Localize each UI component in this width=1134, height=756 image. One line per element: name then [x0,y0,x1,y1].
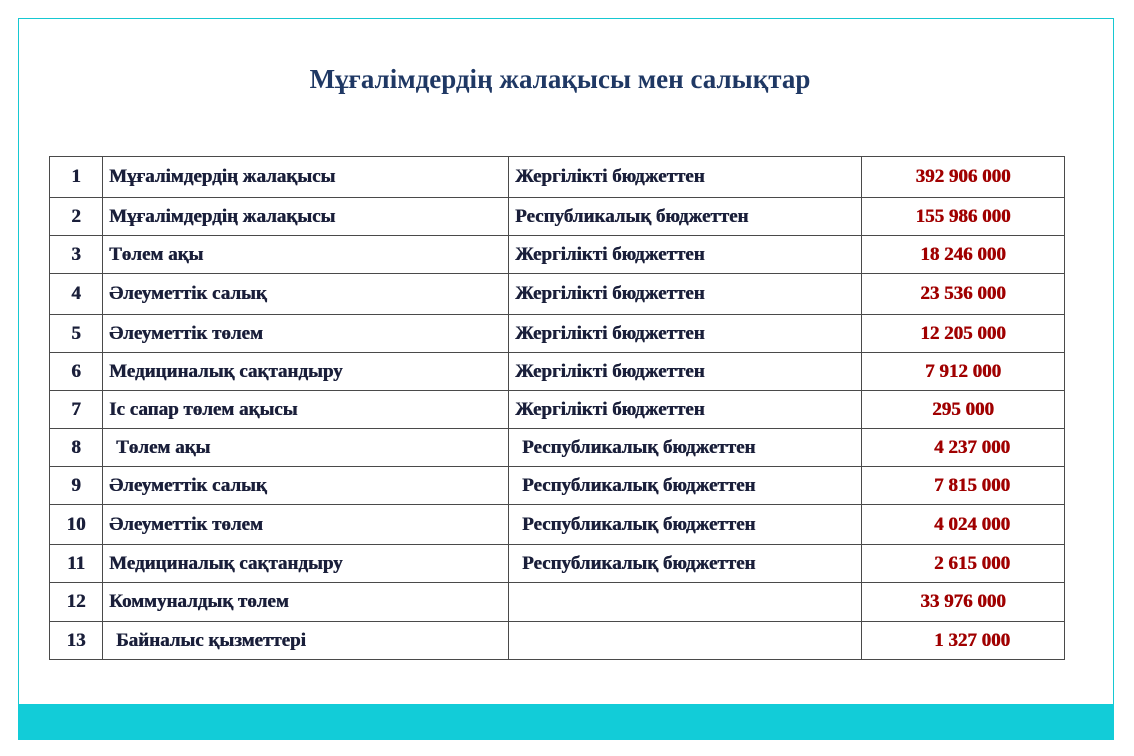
row-name: Мұғалімдердің жалақысы [103,198,509,236]
row-amount: 2 615 000 [862,545,1065,583]
row-source: Жергілікті бюджеттен [509,315,862,353]
row-name: Әлеуметтік салық [103,274,509,315]
row-number: 5 [50,315,103,353]
row-number: 6 [50,353,103,391]
table-row [50,353,1065,391]
row-amount: 295 000 [862,391,1065,429]
row-number: 2 [50,198,103,236]
table-row [50,467,1065,505]
page-title: Мұғалімдердің жалақысы мен салықтар [309,64,811,94]
row-name: Төлем ақы [103,236,509,274]
row-source: Республикалық бюджеттен [509,467,862,505]
row-name: Мұғалімдердің жалақысы [103,157,509,198]
row-number: 13 [50,622,103,660]
row-source [509,622,862,660]
table-row [50,545,1065,583]
row-amount: 155 986 000 [862,198,1065,236]
row-name: Іс сапар төлем ақысы [103,391,509,429]
table-row [50,583,1065,622]
row-amount: 23 536 000 [862,274,1065,315]
row-amount: 33 976 000 [862,583,1065,622]
row-source: Республикалық бюджеттен [509,505,862,545]
row-name: Әлеуметтік салық [103,467,509,505]
row-amount: 7 815 000 [862,467,1065,505]
row-source: Жергілікті бюджеттен [509,391,862,429]
row-number: 11 [50,545,103,583]
row-source: Жергілікті бюджеттен [509,236,862,274]
row-source [509,583,862,622]
row-number: 10 [50,505,103,545]
row-source: Республикалық бюджеттен [509,545,862,583]
row-name: Төлем ақы [103,429,509,467]
row-source: Республикалық бюджеттен [509,429,862,467]
row-name: Байналыс қызметтері [103,622,509,660]
table-row [50,236,1065,274]
row-source: Жергілікті бюджеттен [509,274,862,315]
row-amount: 12 205 000 [862,315,1065,353]
row-number: 8 [50,429,103,467]
table-row [50,315,1065,353]
row-amount: 4 024 000 [862,505,1065,545]
row-source: Жергілікті бюджеттен [509,157,862,198]
row-name: Әлеуметтік төлем [103,315,509,353]
salary-tax-table [49,156,1065,660]
table-row [50,274,1065,315]
row-amount: 18 246 000 [862,236,1065,274]
table-row [50,505,1065,545]
row-name: Медициналық сақтандыру [103,545,509,583]
row-number: 1 [50,157,103,198]
row-number: 12 [50,583,103,622]
row-amount: 1 327 000 [862,622,1065,660]
row-number: 3 [50,236,103,274]
row-name: Әлеуметтік төлем [103,505,509,545]
row-amount: 392 906 000 [862,157,1065,198]
row-name: Коммуналдық төлем [103,583,509,622]
row-source: Республикалық бюджеттен [509,198,862,236]
table-row [50,622,1065,660]
row-amount: 7 912 000 [862,353,1065,391]
table-row [50,391,1065,429]
bottom-accent-bar [18,704,1114,740]
table-row [50,198,1065,236]
table-row [50,429,1065,467]
table-row [50,157,1065,198]
row-number: 4 [50,274,103,315]
row-amount: 4 237 000 [862,429,1065,467]
row-number: 9 [50,467,103,505]
row-name: Медициналық сақтандыру [103,353,509,391]
row-number: 7 [50,391,103,429]
row-source: Жергілікті бюджеттен [509,353,862,391]
